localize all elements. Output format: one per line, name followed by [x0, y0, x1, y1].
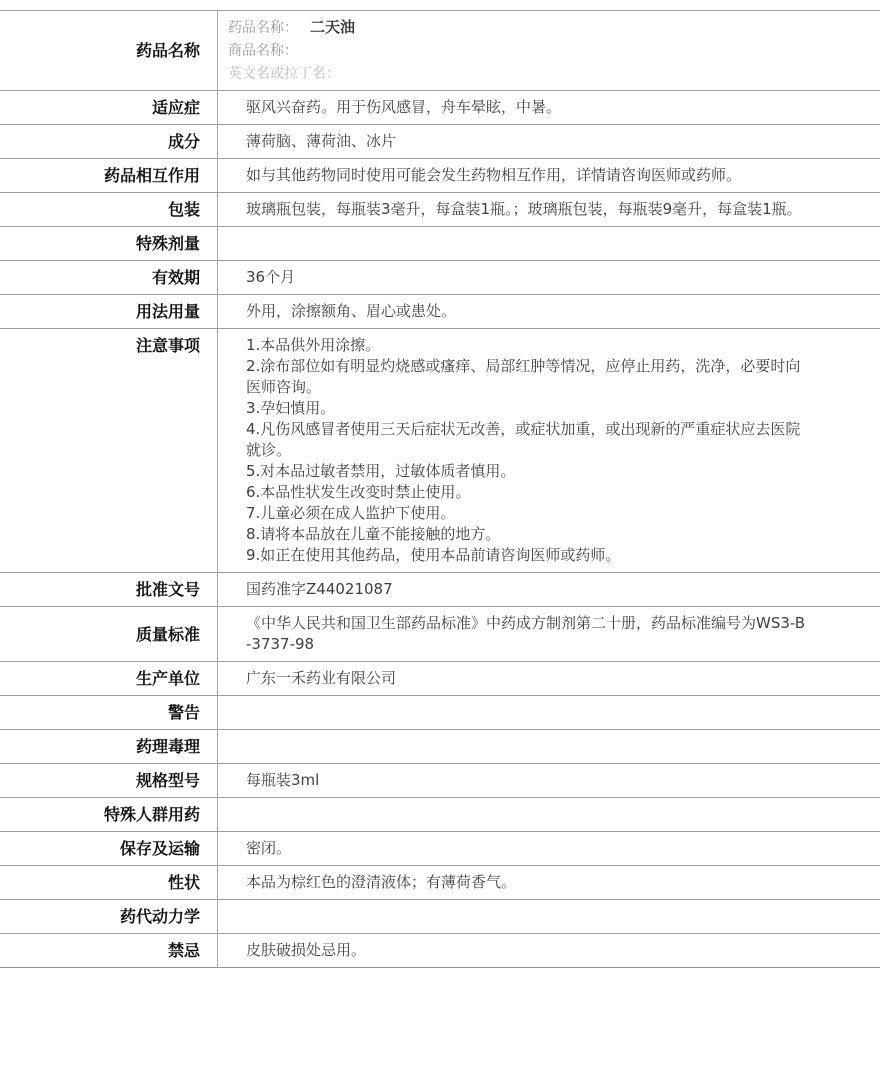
row-label-interactions: 药品相互作用 [0, 159, 218, 193]
row-properties [0, 866, 880, 900]
row-value-special-population [218, 798, 880, 832]
row-warning [0, 696, 880, 730]
trade-name-line [228, 39, 860, 62]
row-label-indications: 适应症 [0, 91, 218, 125]
row-drug-name [0, 11, 880, 91]
drug-name-line [228, 16, 860, 39]
precaution-item: 5.对本品过敏者禁用，过敏体质者慎用。 [246, 461, 808, 482]
row-specification [0, 764, 880, 798]
row-label-special-population: 特殊人群用药 [0, 798, 218, 832]
row-label-specification: 规格型号 [0, 764, 218, 798]
row-label-packaging: 包装 [0, 193, 218, 227]
row-pharmacokinetics [0, 900, 880, 934]
row-label-usage: 用法用量 [0, 295, 218, 329]
row-label-ingredients: 成分 [0, 125, 218, 159]
row-value-pharmacology [218, 730, 880, 764]
row-value-approval-number: 国药准字Z44021087 [218, 573, 880, 607]
row-label-pharmacology: 药理毒理 [0, 730, 218, 764]
row-manufacturer [0, 662, 880, 696]
row-usage [0, 295, 880, 329]
trade-name-field-label: 商品名称： [228, 43, 298, 59]
drug-name-field-label: 药品名称： [228, 20, 298, 36]
row-value-manufacturer: 广东一禾药业有限公司 [218, 662, 880, 696]
precaution-item: 3.孕妇慎用。 [246, 398, 808, 419]
precaution-item: 4.凡伤风感冒者使用三天后症状无改善，或症状加重，或出现新的严重症状应去医院就诊。 [246, 419, 808, 461]
row-value-specification: 每瓶装3ml [218, 764, 880, 798]
row-value-special-dosage [218, 227, 880, 261]
row-contraindications [0, 934, 880, 968]
row-interactions [0, 159, 880, 193]
precaution-item: 8.请将本品放在儿童不能接触的地方。 [246, 524, 808, 545]
row-label-contraindications: 禁忌 [0, 934, 218, 968]
row-special-dosage [0, 227, 880, 261]
row-value-indications: 驱风兴奋药。用于伤风感冒，舟车晕眩，中暑。 [218, 91, 880, 125]
precaution-item: 6.本品性状发生改变时禁止使用。 [246, 482, 808, 503]
precaution-item: 7.儿童必须在成人监护下使用。 [246, 503, 808, 524]
row-label-validity: 有效期 [0, 261, 218, 295]
row-validity [0, 261, 880, 295]
row-precautions [0, 329, 880, 573]
row-indications [0, 91, 880, 125]
row-storage [0, 832, 880, 866]
row-value-precautions [218, 329, 880, 573]
row-value-usage: 外用，涂擦额角、眉心或患处。 [218, 295, 880, 329]
row-value-warning [218, 696, 880, 730]
row-label-quality-standard: 质量标准 [0, 607, 218, 662]
row-special-population [0, 798, 880, 832]
row-value-packaging: 玻璃瓶包装，每瓶装3毫升，每盒装1瓶。；玻璃瓶包装，每瓶装9毫升，每盒装1瓶。 [218, 193, 880, 227]
row-value-properties: 本品为棕红色的澄清液体；有薄荷香气。 [218, 866, 880, 900]
precaution-item: 9.如正在使用其他药品，使用本品前请咨询医师或药师。 [246, 545, 808, 566]
row-label-storage: 保存及运输 [0, 832, 218, 866]
row-value-ingredients: 薄荷脑、薄荷油、冰片 [218, 125, 880, 159]
row-quality-standard [0, 607, 880, 662]
row-value-interactions: 如与其他药物同时使用可能会发生药物相互作用，详情请咨询医师或药师。 [218, 159, 880, 193]
row-value-storage: 密闭。 [218, 832, 880, 866]
row-approval-number [0, 573, 880, 607]
drug-info-table [0, 10, 880, 968]
english-name-line [228, 62, 860, 85]
row-label-drug-name: 药品名称 [0, 11, 218, 91]
drug-name-field-value: 二天油 [310, 18, 355, 36]
row-value-quality-standard: 《中华人民共和国卫生部药品标准》中药成方制剂第二十册，药品标准编号为WS3-B-3737-98 [218, 607, 880, 662]
row-label-approval-number: 批准文号 [0, 573, 218, 607]
row-label-properties: 性状 [0, 866, 218, 900]
row-value-validity: 36个月 [218, 261, 880, 295]
row-label-special-dosage: 特殊剂量 [0, 227, 218, 261]
precaution-item: 2.涂布部位如有明显灼烧感或瘙痒、局部红肿等情况，应停止用药，洗净，必要时向医师咨询。 [246, 356, 808, 398]
row-label-manufacturer: 生产单位 [0, 662, 218, 696]
row-label-pharmacokinetics: 药代动力学 [0, 900, 218, 934]
row-label-precautions: 注意事项 [0, 329, 218, 573]
row-value-pharmacokinetics [218, 900, 880, 934]
row-value-drug-name [218, 11, 880, 91]
row-value-contraindications: 皮肤破损处忌用。 [218, 934, 880, 968]
precaution-item: 1.本品供外用涂擦。 [246, 335, 808, 356]
row-pharmacology [0, 730, 880, 764]
row-ingredients [0, 125, 880, 159]
row-label-warning: 警告 [0, 696, 218, 730]
row-packaging [0, 193, 880, 227]
english-name-field-label: 英文名或拉丁名： [228, 66, 340, 82]
